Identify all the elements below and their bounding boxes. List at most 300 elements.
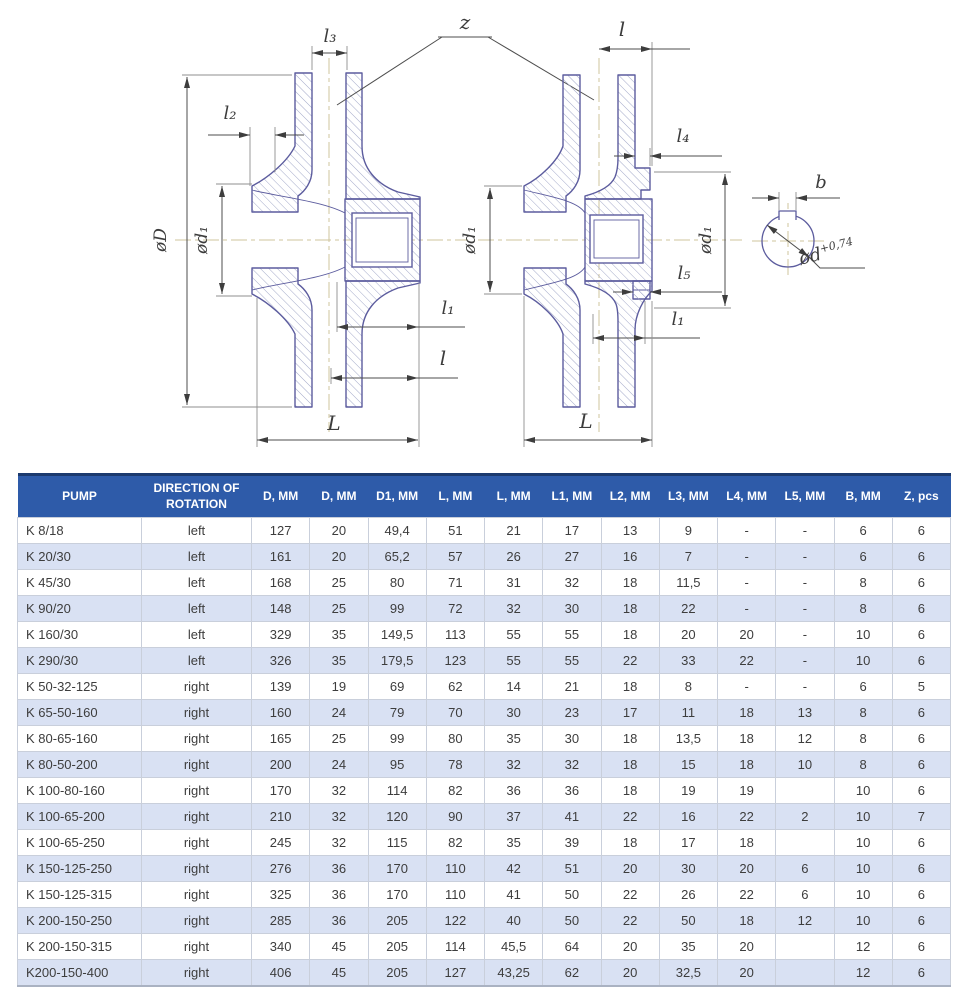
cell: - (718, 596, 776, 622)
cell: 113 (426, 622, 484, 648)
cell: 80 (426, 726, 484, 752)
column-header: D, MM (252, 475, 310, 518)
cell: 10 (834, 882, 892, 908)
cell: 329 (252, 622, 310, 648)
cell: 24 (310, 752, 368, 778)
cell: 10 (834, 856, 892, 882)
cell: right (142, 726, 252, 752)
dim-label-l1-right: l₁ (671, 309, 685, 330)
table-container (0, 470, 969, 987)
cell: left (142, 544, 252, 570)
cell: 31 (485, 570, 543, 596)
cell: 115 (368, 830, 426, 856)
table-header (18, 475, 951, 518)
cell: 35 (485, 830, 543, 856)
cell: 170 (368, 882, 426, 908)
cell: 18 (718, 830, 776, 856)
cell: 51 (543, 856, 601, 882)
cell: 6 (834, 544, 892, 570)
cell: 6 (776, 882, 834, 908)
cell (776, 934, 834, 960)
cell: left (142, 518, 252, 544)
cell: 6 (892, 518, 950, 544)
cell: 22 (718, 804, 776, 830)
cell: 110 (426, 882, 484, 908)
cell: 127 (252, 518, 310, 544)
cell: 39 (543, 830, 601, 856)
cell: - (718, 544, 776, 570)
cell: 22 (601, 648, 659, 674)
dim-label-l-right: l (618, 17, 626, 41)
table-row (18, 804, 951, 830)
cell: 114 (426, 934, 484, 960)
cell (776, 778, 834, 804)
cell: 165 (252, 726, 310, 752)
cell: 18 (718, 908, 776, 934)
cell: 10 (776, 752, 834, 778)
cell: K 160/30 (18, 622, 142, 648)
cell: 32 (310, 778, 368, 804)
cell: K 150-125-250 (18, 856, 142, 882)
cell: - (776, 544, 834, 570)
cell: 7 (659, 544, 717, 570)
cell: K 80-50-200 (18, 752, 142, 778)
cell: 6 (834, 518, 892, 544)
cell: 18 (601, 778, 659, 804)
cell: 30 (543, 596, 601, 622)
cell: 36 (543, 778, 601, 804)
cell: 32 (310, 830, 368, 856)
column-header: D, MM (310, 475, 368, 518)
cell: 42 (485, 856, 543, 882)
cell: 9 (659, 518, 717, 544)
cell: right (142, 856, 252, 882)
cell: 205 (368, 934, 426, 960)
dim-label-l2: l₂ (223, 103, 237, 124)
cell: 10 (834, 648, 892, 674)
cell: K 90/20 (18, 596, 142, 622)
cell: 18 (601, 622, 659, 648)
cell: 20 (601, 934, 659, 960)
cell: 95 (368, 752, 426, 778)
cell: 20 (310, 544, 368, 570)
cell: - (718, 674, 776, 700)
cell: - (776, 518, 834, 544)
cell: 21 (543, 674, 601, 700)
cell: 8 (834, 752, 892, 778)
cell: 32 (543, 570, 601, 596)
cell: 6 (892, 700, 950, 726)
cell: 79 (368, 700, 426, 726)
cell: 18 (718, 700, 776, 726)
cell: 13,5 (659, 726, 717, 752)
cell: 50 (543, 882, 601, 908)
cell: 36 (310, 856, 368, 882)
cell: - (776, 570, 834, 596)
cell: 12 (776, 908, 834, 934)
cell: 6 (892, 778, 950, 804)
column-header: Z, pcs (892, 475, 950, 518)
cell: 340 (252, 934, 310, 960)
cell: 65,2 (368, 544, 426, 570)
cell: 36 (310, 882, 368, 908)
cell: 99 (368, 596, 426, 622)
table-row (18, 518, 951, 544)
cell: 10 (834, 778, 892, 804)
cell: right (142, 960, 252, 987)
cell: K 150-125-315 (18, 882, 142, 908)
cell: K 50-32-125 (18, 674, 142, 700)
cell: 90 (426, 804, 484, 830)
cell: 64 (543, 934, 601, 960)
cell: 114 (368, 778, 426, 804)
column-header: L, MM (426, 475, 484, 518)
cell: 6 (776, 856, 834, 882)
cell: 210 (252, 804, 310, 830)
dim-label-l3: l₃ (323, 26, 337, 47)
dim-label-dia-d1: ød₁ (192, 226, 212, 254)
cell: 161 (252, 544, 310, 570)
cell: 12 (776, 726, 834, 752)
table-row (18, 752, 951, 778)
column-header: L1, MM (543, 475, 601, 518)
table-row (18, 778, 951, 804)
column-header: DIRECTION OF ROTATION (142, 475, 252, 518)
table-row (18, 596, 951, 622)
cell: 55 (543, 648, 601, 674)
cell: K 200-150-250 (18, 908, 142, 934)
column-header: L, MM (485, 475, 543, 518)
cell: 6 (892, 622, 950, 648)
cell: 10 (834, 908, 892, 934)
dim-label-dia-D: øD (151, 228, 171, 252)
table-row (18, 960, 951, 987)
cell: 18 (601, 752, 659, 778)
cell: 20 (601, 856, 659, 882)
cell: K 100-65-200 (18, 804, 142, 830)
cell: 200 (252, 752, 310, 778)
cell: 276 (252, 856, 310, 882)
cell: 14 (485, 674, 543, 700)
table-row (18, 908, 951, 934)
cell: 170 (368, 856, 426, 882)
cell: 37 (485, 804, 543, 830)
cell: 8 (834, 596, 892, 622)
dim-label-L: L (327, 411, 341, 435)
cell: 205 (368, 908, 426, 934)
cell: 20 (718, 856, 776, 882)
cell: 6 (892, 544, 950, 570)
cell: 8 (659, 674, 717, 700)
cell: 6 (834, 674, 892, 700)
cell: 51 (426, 518, 484, 544)
dim-label-L-right: L (579, 409, 593, 433)
cell: 6 (892, 960, 950, 987)
cell: 43,25 (485, 960, 543, 987)
table-body (18, 518, 951, 987)
cell: 12 (834, 934, 892, 960)
table-row (18, 622, 951, 648)
cell: 82 (426, 778, 484, 804)
cell: 18 (718, 726, 776, 752)
cell: 16 (601, 544, 659, 570)
cell: 36 (485, 778, 543, 804)
cell: 99 (368, 726, 426, 752)
cell: 78 (426, 752, 484, 778)
cell: 6 (892, 648, 950, 674)
cell (776, 960, 834, 987)
cell: 18 (601, 596, 659, 622)
cell: 12 (834, 960, 892, 987)
table-row (18, 544, 951, 570)
cell: 35 (659, 934, 717, 960)
cell: 32 (485, 752, 543, 778)
cell: 25 (310, 570, 368, 596)
cell: right (142, 674, 252, 700)
cell: 33 (659, 648, 717, 674)
cell: 8 (834, 726, 892, 752)
cell: 17 (659, 830, 717, 856)
cell: right (142, 908, 252, 934)
cell: 69 (368, 674, 426, 700)
cell: 41 (485, 882, 543, 908)
column-header: L4, MM (718, 475, 776, 518)
cell: 6 (892, 726, 950, 752)
cell: - (776, 674, 834, 700)
cell: 22 (718, 648, 776, 674)
cell: 22 (601, 882, 659, 908)
cell: 55 (543, 622, 601, 648)
cell: 30 (543, 726, 601, 752)
cell: 27 (543, 544, 601, 570)
table-row (18, 648, 951, 674)
cell: 123 (426, 648, 484, 674)
cell: - (718, 518, 776, 544)
cell: 50 (659, 908, 717, 934)
cell: 18 (601, 830, 659, 856)
cell: 6 (892, 830, 950, 856)
cell: 19 (659, 778, 717, 804)
cell: 7 (892, 804, 950, 830)
cell: 19 (718, 778, 776, 804)
cell: 72 (426, 596, 484, 622)
cell: 2 (776, 804, 834, 830)
table-row (18, 570, 951, 596)
cell: left (142, 622, 252, 648)
cell: 6 (892, 882, 950, 908)
column-header: PUMP (18, 475, 142, 518)
cell: K 8/18 (18, 518, 142, 544)
cell: 170 (252, 778, 310, 804)
cell: 18 (601, 726, 659, 752)
cell: 35 (310, 648, 368, 674)
cell: left (142, 570, 252, 596)
table-row (18, 856, 951, 882)
cell: 23 (543, 700, 601, 726)
dim-label-dia-d1-right: ød₁ (696, 226, 716, 254)
cell: 70 (426, 700, 484, 726)
cell: right (142, 752, 252, 778)
cell: 20 (718, 622, 776, 648)
cell: 110 (426, 856, 484, 882)
cell: 30 (659, 856, 717, 882)
cell: 21 (485, 518, 543, 544)
cell: 149,5 (368, 622, 426, 648)
column-header: B, MM (834, 475, 892, 518)
cell: 127 (426, 960, 484, 987)
cell: 122 (426, 908, 484, 934)
dim-label-b: b (815, 172, 827, 193)
cell: K 80-65-160 (18, 726, 142, 752)
cell: 13 (601, 518, 659, 544)
cell: 57 (426, 544, 484, 570)
cell: 49,4 (368, 518, 426, 544)
impeller-technical-drawing (0, 0, 969, 470)
cell: K 20/30 (18, 544, 142, 570)
dim-label-dia-d1-left: ød₁ (460, 226, 480, 254)
cell: - (776, 648, 834, 674)
cell: 6 (892, 752, 950, 778)
cell: 6 (892, 908, 950, 934)
cell: 55 (485, 622, 543, 648)
cell (776, 830, 834, 856)
left-impeller-section (151, 10, 594, 447)
cell: 406 (252, 960, 310, 987)
cell: 325 (252, 882, 310, 908)
cell: left (142, 648, 252, 674)
cell: 41 (543, 804, 601, 830)
shaft-bore-detail (752, 172, 865, 279)
cell: 24 (310, 700, 368, 726)
cell: right (142, 934, 252, 960)
cell: 22 (601, 804, 659, 830)
cell: 8 (834, 700, 892, 726)
table-row (18, 700, 951, 726)
column-header: L2, MM (601, 475, 659, 518)
cell: 8 (834, 570, 892, 596)
cell: 168 (252, 570, 310, 596)
cell: 35 (310, 622, 368, 648)
column-header: L3, MM (659, 475, 717, 518)
cell: 10 (834, 804, 892, 830)
cell: right (142, 882, 252, 908)
table-row (18, 882, 951, 908)
cell: 45 (310, 934, 368, 960)
cell: 18 (601, 570, 659, 596)
cell: 35 (485, 726, 543, 752)
cell: 18 (601, 674, 659, 700)
cell: 20 (601, 960, 659, 987)
cell: 20 (718, 960, 776, 987)
dim-label-dia-d: $ød^{+0,74}$ (796, 234, 855, 270)
cell: K 200-150-315 (18, 934, 142, 960)
column-header: L5, MM (776, 475, 834, 518)
cell: 19 (310, 674, 368, 700)
cell: 245 (252, 830, 310, 856)
cell: 45 (310, 960, 368, 987)
header-row (18, 475, 951, 518)
cell: 26 (659, 882, 717, 908)
table-row (18, 830, 951, 856)
table-row (18, 934, 951, 960)
cell: 6 (892, 570, 950, 596)
right-impeller-section (460, 17, 742, 447)
cell: 45,5 (485, 934, 543, 960)
cell: 26 (485, 544, 543, 570)
cell: 11 (659, 700, 717, 726)
cell: 17 (543, 518, 601, 544)
cell: K 45/30 (18, 570, 142, 596)
cell: 40 (485, 908, 543, 934)
cell: 6 (892, 856, 950, 882)
cell: 22 (718, 882, 776, 908)
dim-label-l4: l₄ (676, 126, 690, 147)
cell: 25 (310, 726, 368, 752)
cell: 139 (252, 674, 310, 700)
cell: 22 (601, 908, 659, 934)
cell: K200-150-400 (18, 960, 142, 987)
cell: 55 (485, 648, 543, 674)
cell: K 100-80-160 (18, 778, 142, 804)
cell: - (776, 622, 834, 648)
pump-dimensions-table (17, 473, 951, 987)
cell: 10 (834, 830, 892, 856)
cell: 6 (892, 596, 950, 622)
cell: 11,5 (659, 570, 717, 596)
cell: 205 (368, 960, 426, 987)
cell: 30 (485, 700, 543, 726)
column-header: D1, MM (368, 475, 426, 518)
cell: 80 (368, 570, 426, 596)
dim-label-l: l (439, 346, 447, 370)
cell: 13 (776, 700, 834, 726)
dim-label-l5: l₅ (677, 263, 691, 284)
cell: 160 (252, 700, 310, 726)
cell: - (776, 596, 834, 622)
cell: 82 (426, 830, 484, 856)
cell: left (142, 596, 252, 622)
cell: 17 (601, 700, 659, 726)
cell: 6 (892, 934, 950, 960)
cell: right (142, 830, 252, 856)
cell: K 65-50-160 (18, 700, 142, 726)
table-row (18, 726, 951, 752)
cell: - (718, 570, 776, 596)
cell: 18 (718, 752, 776, 778)
cell: 20 (310, 518, 368, 544)
cell: 5 (892, 674, 950, 700)
cell: 71 (426, 570, 484, 596)
cell: right (142, 778, 252, 804)
cell: 16 (659, 804, 717, 830)
dim-label-l1: l₁ (441, 298, 455, 319)
cell: 50 (543, 908, 601, 934)
cell: 32 (310, 804, 368, 830)
cell: 22 (659, 596, 717, 622)
table-row (18, 674, 951, 700)
cell: 15 (659, 752, 717, 778)
cell: 10 (834, 622, 892, 648)
dim-label-z: z (459, 10, 471, 34)
cell: 32 (485, 596, 543, 622)
cell: 62 (543, 960, 601, 987)
cell: 32,5 (659, 960, 717, 987)
cell: 120 (368, 804, 426, 830)
cell: 32 (543, 752, 601, 778)
cell: 326 (252, 648, 310, 674)
cell: 285 (252, 908, 310, 934)
cell: right (142, 804, 252, 830)
